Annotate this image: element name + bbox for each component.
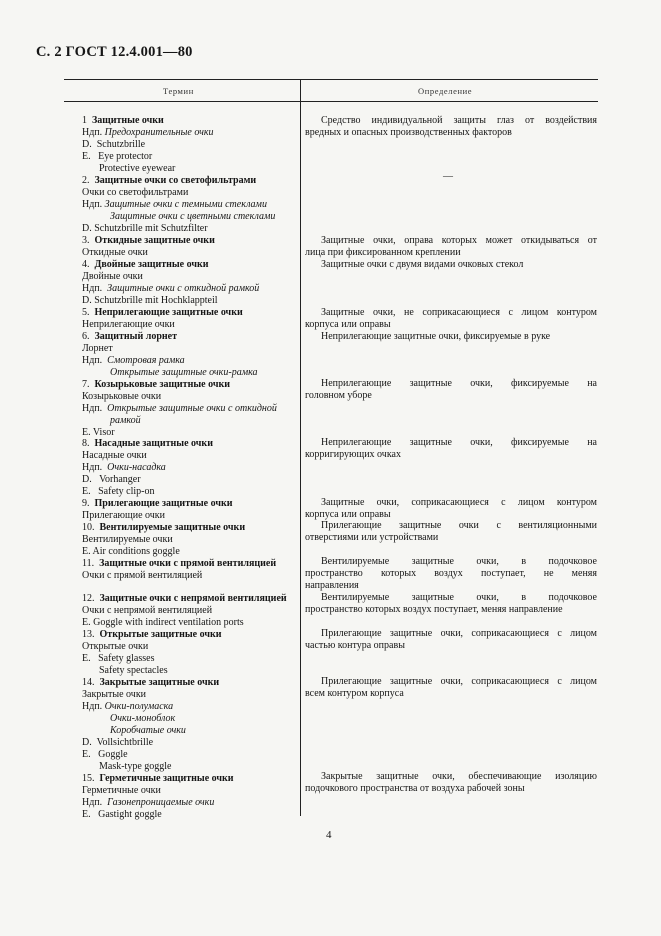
term-4-ndp: Ндп. Защитные очки с откидной рамкой (82, 283, 260, 294)
definition-14: Прилегающие защитные очки, соприкасающиеся с лицом всем контуром корпуса (305, 676, 597, 699)
definition-9: Защитные очки, соприкасающиеся с лицом контуром корпуса или оправы (305, 497, 597, 520)
term-8-en: E. Safety clip-on (82, 486, 155, 497)
term-9-heading: 9. Прилегающие защитные очки (82, 498, 233, 509)
term-2-ndp: Ндп. Защитные очки с темными стеклами (82, 199, 267, 210)
term-5-alt: Неприлегающие очки (82, 319, 175, 330)
term-7-ndp: Ндп. Открытые защитные очки с откидной (82, 403, 277, 414)
term-15-en: E. Gastight goggle (82, 809, 162, 820)
term-10-alt: Вентилируемые очки (82, 534, 173, 545)
term-14-ndp-3: Коробчатые очки (110, 725, 186, 736)
term-12-en: E. Goggle with indirect ventilation ports (82, 617, 244, 628)
table-column-divider (300, 80, 301, 816)
definition-6: Неприлегающие защитные очки, фиксируемые в руке (321, 331, 551, 342)
term-1-en: E. Eye protector (82, 151, 153, 162)
column-header-term: Термин (163, 86, 194, 96)
term-3-alt: Откидные очки (82, 247, 148, 258)
page-header: С. 2 ГОСТ 12.4.001—80 (36, 44, 193, 60)
term-8-ndp: Ндп. Очки-насадка (82, 462, 166, 473)
term-4-alt: Двойные очки (82, 271, 143, 282)
term-15-alt: Герметичные очки (82, 785, 161, 796)
term-13-alt: Открытые очки (82, 641, 149, 652)
definition-1: Средство индивидуальной защиты глаз от воздействия вредных и опасных производственных факторов (305, 115, 597, 138)
term-14-alt: Закрытые очки (82, 689, 147, 700)
definition-5: Защитные очки, не соприкасающиеся с лицом контуром корпуса или оправы (305, 307, 597, 330)
term-15-heading: 15. Герметичные защитные очки (82, 773, 234, 784)
term-2-heading: 2. Защитные очки со светофильтрами (82, 175, 257, 186)
term-4-de: D. Schutzbrille mit Hochklappteil (82, 295, 218, 306)
term-10-heading: 10. Вентилируемые защитные очки (82, 522, 246, 533)
term-6-ndp: Ндп. Смотровая рамка (82, 355, 185, 366)
term-6-ndp-2: Открытые защитные очки-рамка (110, 367, 258, 378)
term-7-ndp-2: рамкой (110, 415, 141, 426)
definition-7: Неприлегающие защитные очки, фиксируемые на головном уборе (305, 378, 597, 401)
term-10-en: E. Air conditions goggle (82, 546, 180, 557)
term-13-heading: 13. Открытые защитные очки (82, 629, 222, 640)
definition-10: Прилегающие защитные очки с вентиляционными отверстиями или устройствами (305, 520, 597, 543)
term-14-heading: 14. Закрытые защитные очки (82, 677, 220, 688)
term-7-alt: Козырьковые очки (82, 391, 162, 402)
term-13-en-2: Safety spectacles (99, 665, 168, 676)
term-11-alt: Очки с прямой вентиляцией (82, 570, 203, 581)
term-2-alt: Очки со светофильтрами (82, 187, 189, 198)
term-8-heading: 8. Насадные защитные очки (82, 438, 213, 449)
term-14-ndp: Ндп. Очки-полумаска (82, 701, 174, 712)
definition-3: Защитные очки, оправа которых может откидываться от лица при фиксированном креплении (305, 235, 597, 258)
term-6-heading: 6. Защитный лорнет (82, 331, 178, 342)
term-1-heading: 1 Защитные очки (82, 115, 164, 126)
term-2-de: D. Schutzbrille mit Schutzfilter (82, 223, 208, 234)
term-1-en-2: Protective eyewear (99, 163, 176, 174)
table-top-rule (64, 79, 598, 80)
term-12-alt: Очки с непрямой вентиляцией (82, 605, 213, 616)
definition-2-dash: — (443, 171, 453, 182)
term-7-heading: 7. Козырьковые защитные очки (82, 379, 231, 390)
definition-8: Неприлегающие защитные очки, фиксируемые на корригирующих очках (305, 437, 597, 460)
definition-4: Защитные очки с двумя видами очковых стекол (321, 259, 524, 270)
term-6-alt: Лорнет (82, 343, 113, 354)
term-4-heading: 4. Двойные защитные очки (82, 259, 209, 270)
term-11-heading: 11. Защитные очки с прямой вентиляцией (82, 558, 277, 569)
term-3-heading: 3. Откидные защитные очки (82, 235, 215, 246)
column-header-definition: Определение (418, 86, 473, 96)
table-header-rule (64, 101, 598, 102)
term-2-ndp-2: Защитные очки с цветными стеклами (110, 211, 276, 222)
term-13-en: E. Safety glasses (82, 653, 155, 664)
term-8-de: D. Vorhanger (82, 474, 141, 485)
term-12-heading: 12. Защитные очки с непрямой вентиляцией (82, 593, 287, 604)
term-15-ndp: Ндп. Газонепроницаемые очки (82, 797, 215, 808)
definition-12: Вентилируемые защитные очки, в подочковое пространство которых воздух поступает, меняя направление (305, 592, 597, 615)
term-14-de: D. Vollsichtbrille (82, 737, 154, 748)
term-1-de: D. Schutzbrille (82, 139, 146, 150)
term-14-ndp-2: Очки-моноблок (110, 713, 176, 724)
term-8-alt: Насадные очки (82, 450, 147, 461)
page-number: 4 (326, 829, 332, 841)
term-14-en-2: Mask-type goggle (99, 761, 172, 772)
definition-15: Закрытые защитные очки, обеспечивающие изоляцию подочкового пространства от воздуха рабочей зоны (305, 771, 597, 794)
term-9-alt: Прилегающие очки (82, 510, 165, 521)
term-7-en: E. Visor (82, 427, 115, 438)
definition-11: Вентилируемые защитные очки, в подочковое пространство которых воздух поступает, не меняя направления (305, 556, 597, 591)
term-5-heading: 5. Неприлегающие защитные очки (82, 307, 243, 318)
definition-13: Прилегающие защитные очки, соприкасающиеся с лицом частью контура оправы (305, 628, 597, 651)
term-14-en: E. Goggle (82, 749, 128, 760)
term-1-ndp: Ндп. Предохранительные очки (82, 127, 214, 138)
